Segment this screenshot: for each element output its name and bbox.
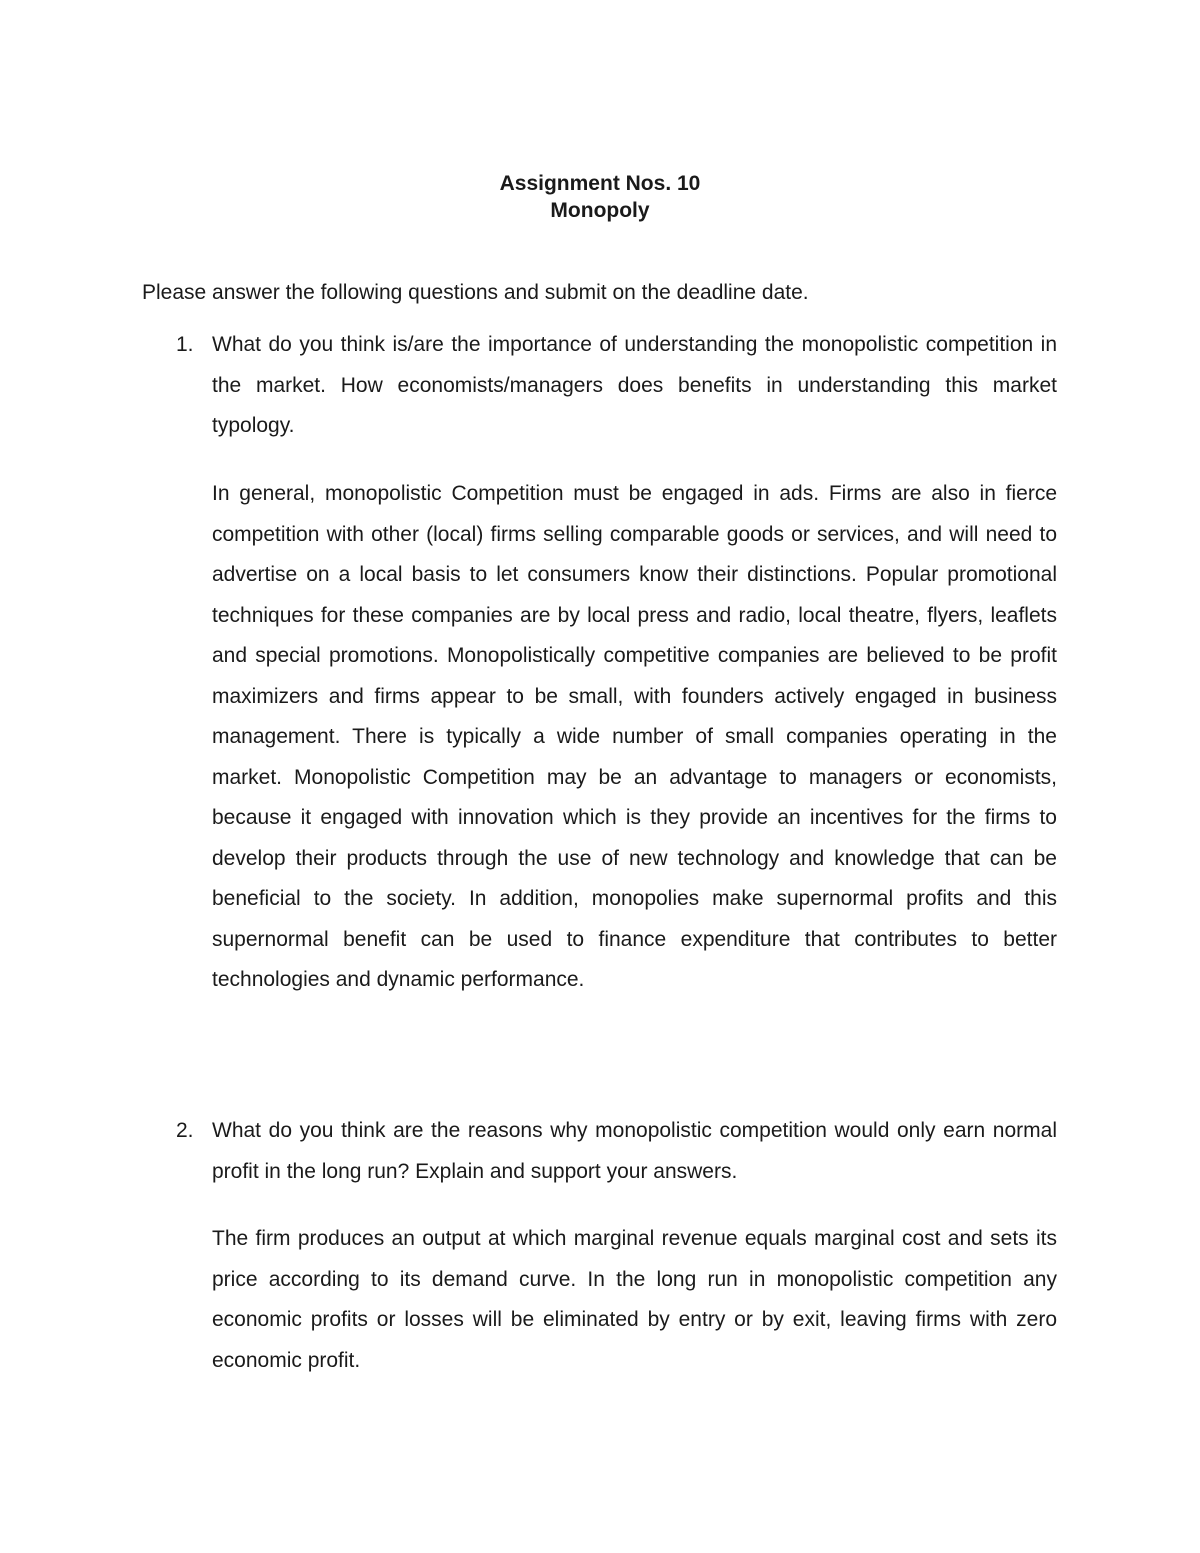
instruction-text: Please answer the following questions and submit on the deadline date. (142, 281, 809, 304)
document-subtitle: Monopoly (550, 199, 650, 222)
answer-text: The firm produces an output at which marginal revenue equals marginal cost and sets its price according to its demand curve. In the long run in monopolistic competition any economic profits or losses will be eliminated by entry or by exit, leaving firms with zero economic profit. (212, 1227, 1057, 1372)
title-block (0, 170, 1200, 224)
question-text: What do you think are the reasons why monopolistic competition would only earn normal profit in the long run? Explain and support your answers. (212, 1119, 1057, 1183)
question-number: 1. (176, 333, 194, 356)
answer-text: In general, monopolistic Competition must be engaged in ads. Firms are also in fierce competition with other (local) firms selling comparable goods or services, and will need to advertise on a local basis to let consumers know their distinctions. Popular promotional techniques for these companies are by local press and radio, local theatre, flyers, leaflets and special promotions. Monopolistically competitive companies are believed to be profit maximizers and firms appear to be small, with founders actively engaged in business management. There is typically a wide number of small companies operating in the market. Monopolistic Competition may be an advantage to managers or economists, because it engaged with innovation which is they provide an incentives for the firms to develop their products through the use of new technology and knowledge that can be beneficial to the society. In addition, monopolies make supernormal profits and this supernormal benefit can be used to finance expenditure that contributes to better technologies and dynamic performance. (212, 482, 1057, 991)
question-text: What do you think is/are the importance of understanding the monopolistic competition in the market. How economists/managers does benefits in understanding this market typology. (212, 333, 1057, 437)
question-number: 2. (176, 1119, 194, 1142)
document-title: Assignment Nos. 10 (499, 172, 701, 195)
